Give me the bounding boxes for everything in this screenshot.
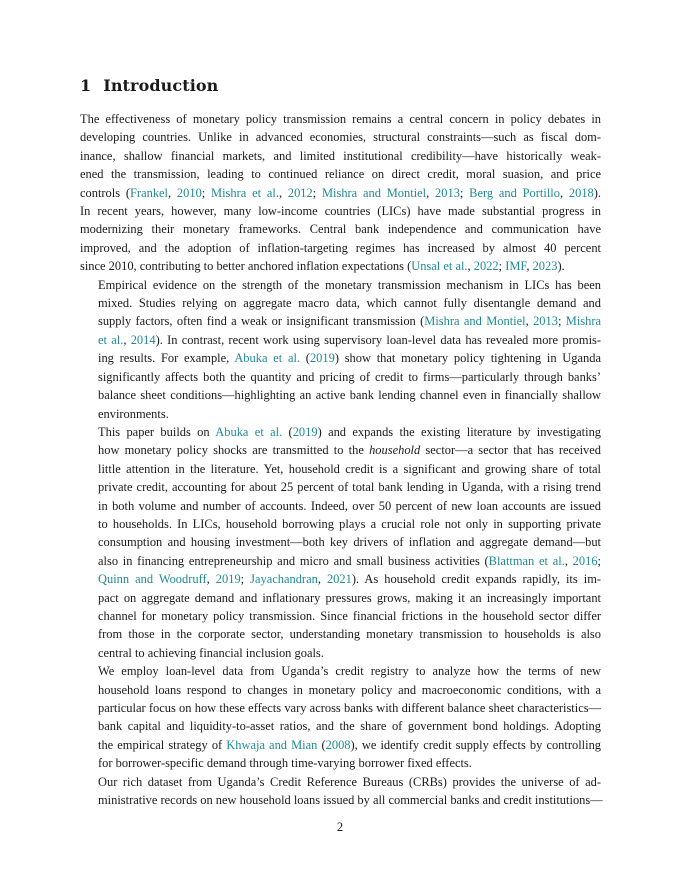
citation-link[interactable]: et al. bbox=[539, 553, 565, 568]
citation-link[interactable]: et al. bbox=[254, 424, 283, 439]
text-line: Our rich dataset from Uganda’s Credit Reference Bureaus (CRBs) provides the universe of ad- bbox=[98, 774, 601, 789]
citation-link[interactable]: Khwaja and Mian bbox=[226, 737, 318, 752]
citation-link[interactable]: 2016 bbox=[572, 553, 598, 568]
citation-link[interactable]: Mishra and Montiel bbox=[321, 185, 427, 200]
citation-link[interactable]: 2021 bbox=[326, 572, 352, 587]
citation-link[interactable]: Abuka bbox=[234, 351, 274, 366]
text-line: controls (Frankel, 2010; Mishra et al., 2012; Mishra and Montiel, 2013; Berg and Portillo, 2018). bbox=[80, 185, 602, 200]
text-line: also in financing entrepreneurship and micro and small business activities (Blattman et al., 2016; bbox=[98, 553, 601, 568]
citation-link[interactable]: Blattman bbox=[488, 553, 540, 568]
text-line: how monetary policy shocks are transmitted to the household sector—a sector that has received bbox=[98, 443, 601, 458]
citation-link[interactable]: Mishra and Montiel bbox=[424, 314, 526, 329]
text-line: to households. In LICs, household borrowing plays a crucial role not only in supporting private bbox=[98, 516, 601, 531]
citation-link[interactable]: Unsal bbox=[411, 259, 444, 274]
text-line: since 2010, contributing to better anchored inflation expectations (Unsal et al., 2022; IMF, 2023). bbox=[80, 259, 565, 274]
text-line: pact on aggregate demand and inflationary pressures grows, making it an increasingly important bbox=[98, 590, 601, 605]
section-number: 1 bbox=[80, 76, 92, 95]
section-heading bbox=[80, 76, 218, 95]
paragraph bbox=[80, 423, 601, 662]
citation-link[interactable]: Mishra bbox=[211, 185, 253, 200]
citation-link[interactable]: 2023 bbox=[532, 259, 558, 274]
text-line: The effectiveness of monetary policy transmission remains a central concern in policy debates in bbox=[80, 112, 601, 126]
text-line: ened the transmission, leading to continued reliance on direct credit, moral suasion, and price bbox=[80, 167, 601, 182]
text-line: consumption and housing investment—both key drivers of inflation and aggregate demand—but bbox=[98, 535, 601, 550]
text-line: We employ loan-level data from Uganda’s credit registry to analyze how the terms of new bbox=[98, 664, 601, 679]
text-line: channel for monetary policy transmission. Since financial frictions in the household sector differ bbox=[98, 608, 601, 623]
citation-link[interactable]: et al. bbox=[98, 332, 124, 347]
page-number: 2 bbox=[336, 820, 344, 834]
text-line: from those in the corporate sector, understanding monetary transmission to households is also bbox=[98, 627, 601, 642]
citation-link[interactable]: et al. bbox=[252, 185, 279, 200]
citation-link[interactable]: 2013 bbox=[435, 185, 460, 200]
citation-link[interactable]: 2019 bbox=[215, 572, 241, 587]
section-title: Introduction bbox=[103, 76, 219, 95]
citation-link[interactable]: IMF bbox=[505, 259, 527, 274]
text-line: developing countries. Unlike in advanced economies, structural constraints—such as fiscal dom- bbox=[80, 130, 601, 145]
text-line: bank capital and liquidity-to-asset ratios, and the share of government bond holdings. Adopting bbox=[98, 719, 601, 734]
citation-link[interactable]: 2019 bbox=[309, 351, 335, 366]
citation-link[interactable]: et al. bbox=[273, 351, 301, 366]
citation-link[interactable]: 2022 bbox=[473, 259, 499, 274]
body-text bbox=[80, 110, 601, 809]
text-line: particular focus on how these effects vary across banks with different balance sheet characteristics— bbox=[98, 701, 601, 715]
citation-link[interactable]: 2010 bbox=[176, 185, 202, 200]
text-line: balance sheet conditions—highlighting an active bank lending channel even in financially shallow bbox=[98, 388, 601, 403]
citation-link[interactable]: et al. bbox=[443, 259, 468, 274]
text-line: ministrative records on new household loans issued by all commercial banks and credit institutions— bbox=[98, 793, 603, 808]
text-line: for borrower-specific demand through time-varying borrower fixed effects. bbox=[98, 756, 472, 771]
text-line: environments. bbox=[98, 406, 169, 421]
citation-link[interactable]: 2012 bbox=[287, 185, 313, 200]
paragraph bbox=[80, 662, 601, 772]
paragraph bbox=[80, 110, 601, 276]
text-line: improved, and the adoption of inflation-targeting regimes has increased by almost 40 percent bbox=[80, 240, 601, 255]
text-line: This paper builds on Abuka et al. (2019) and expands the existing literature by investigating bbox=[98, 424, 602, 439]
citation-link[interactable]: Berg and Portillo bbox=[469, 185, 560, 200]
text-line: in both volume and number of accounts. Indeed, over 50 percent of new loan accounts are issued bbox=[98, 498, 601, 513]
text-line: inance, shallow financial markets, and limited institutional credibility—have historically weak- bbox=[80, 148, 601, 163]
paragraph bbox=[80, 773, 601, 810]
text-line: ing results. For example, Abuka et al. (2019) show that monetary policy tightening in Uganda bbox=[98, 351, 601, 366]
text-line: Empirical evidence on the strength of the monetary transmission mechanism in LICs has been bbox=[98, 277, 601, 292]
emphasis-text: household bbox=[369, 443, 421, 458]
text-line: Quinn and Woodruff, 2019; Jayachandran, 2021). As household credit expands rapidly, its im- bbox=[98, 572, 602, 587]
paragraph bbox=[80, 276, 601, 423]
text-line: little attention in the literature. Yet, household credit is a significant and growing share of total bbox=[98, 461, 601, 476]
citation-link[interactable]: Mishra bbox=[565, 314, 602, 329]
citation-link[interactable]: Quinn and Woodruff bbox=[98, 572, 207, 587]
text-line: significantly affects both the quantity and pricing of credit to firms—particularly through banks’ bbox=[98, 369, 601, 384]
text-line: central to achieving financial inclusion goals. bbox=[98, 645, 324, 660]
text-line: In recent years, however, many low-income countries (LICs) have made substantial progress in bbox=[80, 204, 601, 219]
text-line: modernizing their monetary frameworks. Central bank independence and communication have bbox=[80, 222, 601, 237]
text-line: household loans respond to changes in monetary policy and macroeconomic conditions, with a bbox=[98, 682, 601, 697]
citation-link[interactable]: 2013 bbox=[533, 314, 558, 329]
text-line: the empirical strategy of Khwaja and Mian (2008), we identify credit supply effects by controlling bbox=[98, 737, 602, 752]
citation-link[interactable]: 2019 bbox=[292, 424, 318, 439]
text-line: et al., 2014). In contrast, recent work using supervisory loan-level data has revealed more promis- bbox=[98, 332, 602, 347]
text-line: mixed. Studies relying on aggregate macro data, which cannot fully disentangle demand and bbox=[98, 296, 601, 311]
citation-link[interactable]: Abuka bbox=[215, 424, 255, 439]
text-line: supply factors, often find a weak or insignificant transmission (Mishra and Montiel, 2013; Mishra bbox=[98, 314, 602, 329]
citation-link[interactable]: Frankel bbox=[130, 185, 169, 200]
text-line: private credit, accounting for about 25 percent of total bank lending in Uganda, with a rising trend bbox=[98, 480, 601, 495]
citation-link[interactable]: 2014 bbox=[130, 332, 156, 347]
citation-link[interactable]: 2008 bbox=[325, 737, 351, 752]
citation-link[interactable]: 2018 bbox=[568, 185, 594, 200]
citation-link[interactable]: Jayachandran bbox=[250, 572, 318, 587]
